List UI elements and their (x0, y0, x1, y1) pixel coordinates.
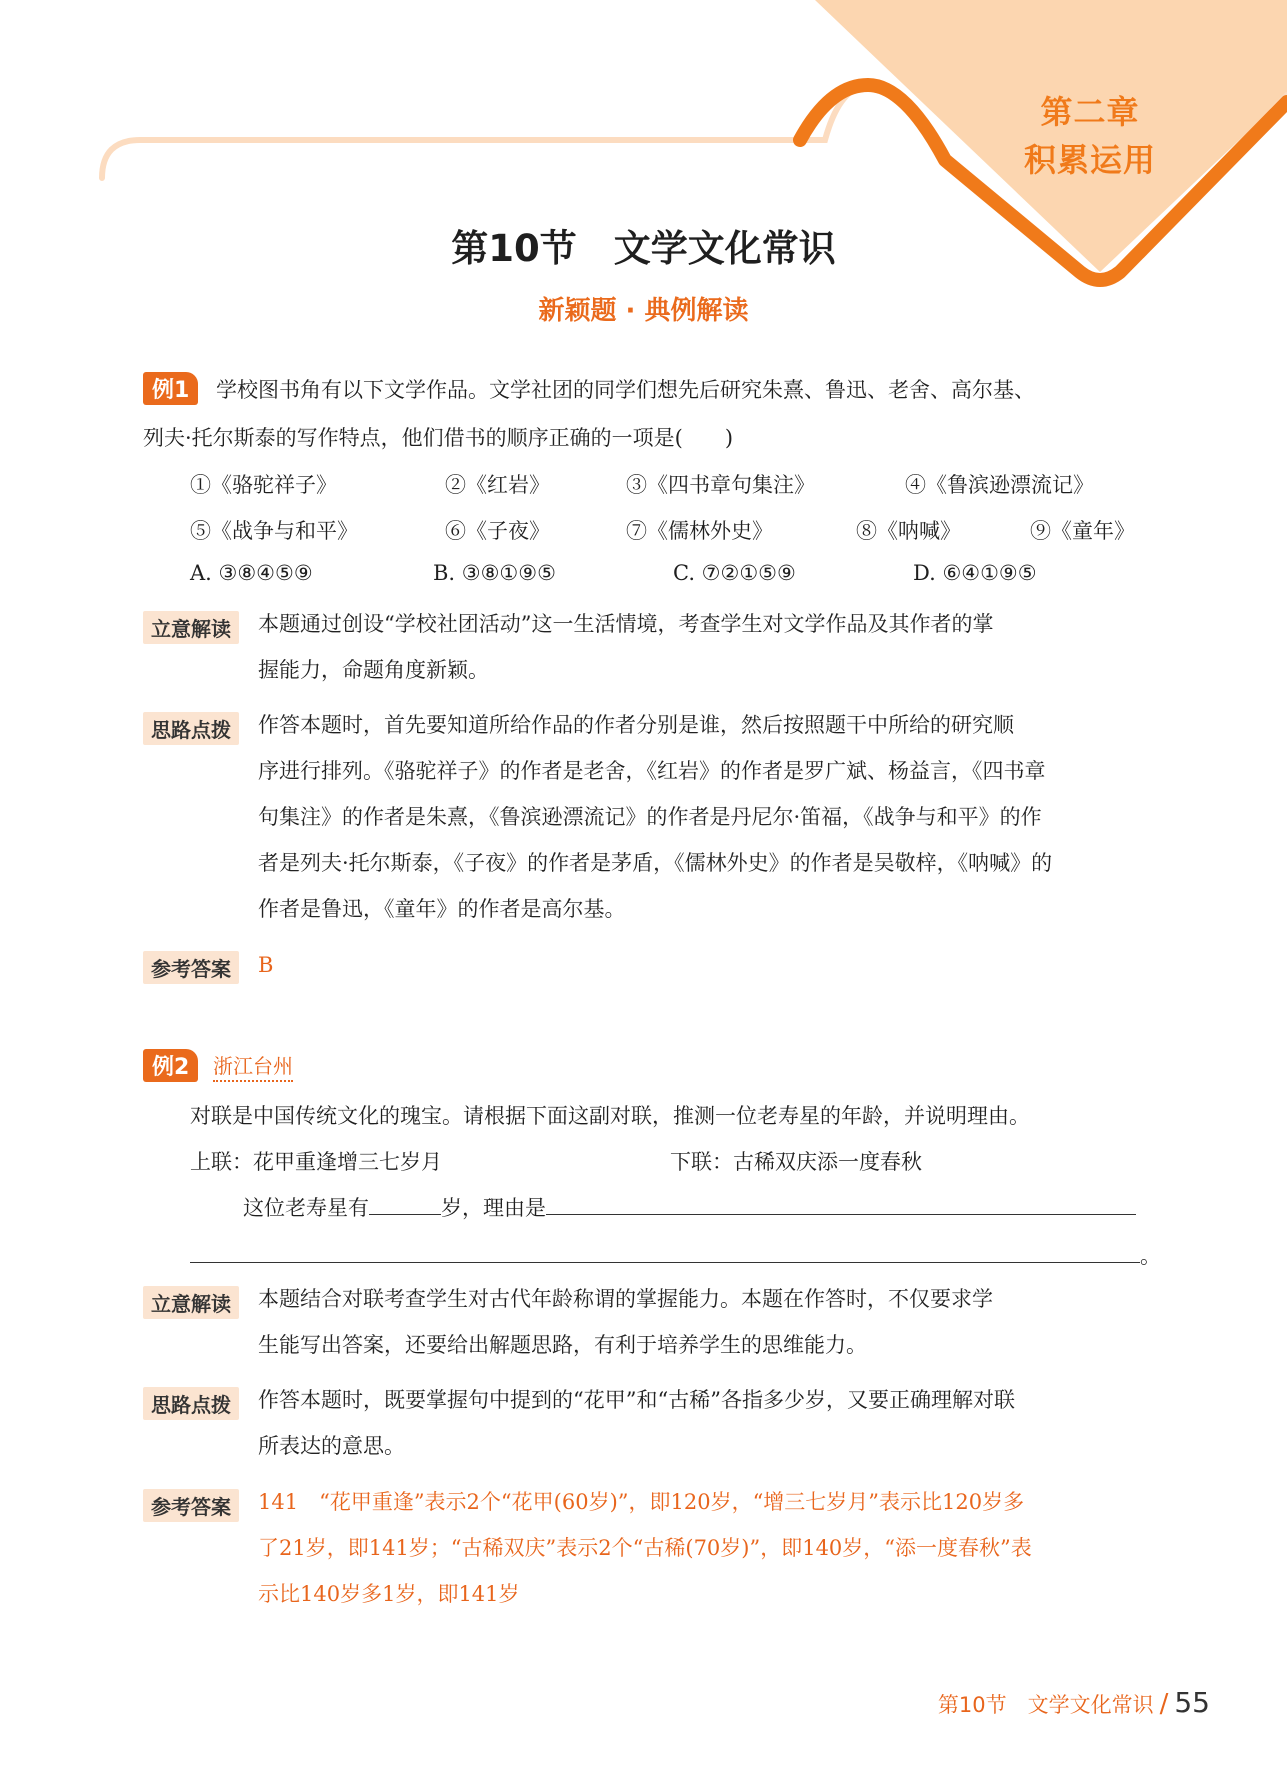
example2-answer-line1: 141 “花甲重逢”表示2个“花甲(60岁)”，即120岁，“增三七岁月”表示比120岁多 (258, 1490, 1025, 1514)
example2-approach-label: 思路点拨 (143, 1387, 239, 1420)
couplet-lower: 下联：古稀双庆添一度春秋 (670, 1150, 922, 1174)
example1-intent-text (258, 601, 993, 693)
example2-answer-line2: 了21岁，即141岁；“古稀双庆”表示2个“古稀(70岁)”，即140岁，“添一度春秋”表 (258, 1536, 1032, 1560)
work-8: ⑧《呐喊》 (856, 519, 961, 543)
option-d: D. ⑥④①⑨⑤ (913, 561, 1037, 585)
chapter-number: 第二章 (1040, 93, 1140, 131)
example2-intent-line1: 本题结合对联考查学生对古代年龄称谓的掌握能力。本题在作答时，不仅要求学 (258, 1287, 993, 1311)
example2-intent-label: 立意解读 (143, 1286, 239, 1319)
example2-intent-line2: 生能写出答案，还要给出解题思路，有利于培养学生的思维能力。 (258, 1333, 867, 1357)
example1-intent-line2: 握能力，命题角度新颖。 (258, 658, 489, 682)
example1-question-line2: 列夫·托尔斯泰的写作特点，他们借书的顺序正确的一项是( ) (143, 426, 734, 450)
fill-prefix: 这位老寿星有 (243, 1196, 369, 1220)
example2-approach-text (258, 1377, 1015, 1469)
example1-intent-label: 立意解读 (143, 611, 239, 644)
section-title: 第10节 文学文化常识 (451, 227, 836, 270)
fill-line-2 (190, 1240, 1161, 1270)
couplet-upper: 上联：花甲重逢增三七岁月 (190, 1150, 442, 1174)
example1-tag: 例1 (143, 372, 198, 405)
example2-intent-text (258, 1276, 993, 1368)
example1-approach-line1: 作答本题时，首先要知道所给作品的作者分别是谁，然后按照题干中所给的研究顺 (258, 713, 1014, 737)
example1-question-line1: 学校图书角有以下文学作品。文学社团的同学们想先后研究朱熹、鲁迅、老舍、高尔基、 (216, 378, 1035, 402)
age-blank[interactable] (369, 1192, 441, 1215)
chapter-label (1010, 88, 1170, 184)
example1-approach-text (258, 702, 1052, 932)
example1-intent-line1: 本题通过创设“学校社团活动”这一生活情境，考查学生对文学作品及其作者的掌 (258, 612, 994, 636)
work-5: ⑤《战争与和平》 (190, 519, 358, 543)
reason-blank-2[interactable] (190, 1240, 1140, 1263)
work-4: ④《鲁滨逊漂流记》 (905, 473, 1094, 497)
example2-approach-line1: 作答本题时，既要掌握句中提到的“花甲”和“古稀”各指多少岁，又要正确理解对联 (258, 1388, 1015, 1412)
example2-answer-label: 参考答案 (143, 1489, 239, 1522)
example1-approach-line2: 序进行排列。《骆驼祥子》的作者是老舍，《红岩》的作者是罗广斌、杨益言，《四书章 (258, 759, 1046, 783)
section-subtitle: 新颖题 · 典例解读 (538, 296, 749, 326)
work-3: ③《四书章句集注》 (626, 473, 815, 497)
example1-approach-line4: 者是列夫·托尔斯泰，《子夜》的作者是茅盾，《儒林外史》的作者是吴敬梓，《呐喊》的 (258, 851, 1053, 875)
example1-approach-label: 思路点拨 (143, 712, 239, 745)
example2-answer-text (258, 1479, 1032, 1617)
fill-middle: 岁，理由是 (441, 1196, 546, 1220)
example1-answer: B (258, 953, 274, 977)
example2-tag: 例2 (143, 1049, 198, 1082)
option-a: A. ③⑧④⑤⑨ (190, 561, 313, 585)
example2-approach-line2: 所表达的意思。 (258, 1434, 405, 1458)
work-6: ⑥《子夜》 (445, 519, 550, 543)
footer-separator: / (1159, 1689, 1169, 1719)
footer-section: 第10节 文学文化常识 (937, 1693, 1154, 1717)
reason-blank-1[interactable] (546, 1192, 1136, 1215)
example2-answer-line3: 示比140岁多1岁，即141岁 (258, 1582, 520, 1606)
fill-end: 。 (1140, 1244, 1161, 1268)
option-c: C. ⑦②①⑤⑨ (673, 561, 796, 585)
work-9: ⑨《童年》 (1030, 519, 1135, 543)
page-number: 55 (1174, 1686, 1210, 1719)
example2-region: 浙江台州 (213, 1050, 293, 1082)
work-7: ⑦《儒林外史》 (626, 519, 773, 543)
fill-line (243, 1192, 1136, 1222)
work-1: ①《骆驼祥子》 (190, 473, 337, 497)
example1-answer-label: 参考答案 (143, 951, 239, 984)
option-b: B. ③⑧①⑨⑤ (433, 561, 556, 585)
example1-approach-line3: 句集注》的作者是朱熹，《鲁滨逊漂流记》的作者是丹尼尔·笛福，《战争与和平》的作 (258, 805, 1042, 829)
work-2: ②《红岩》 (445, 473, 550, 497)
example2-question: 对联是中国传统文化的瑰宝。请根据下面这副对联，推测一位老寿星的年龄，并说明理由。 (190, 1104, 1030, 1128)
chapter-title: 积累运用 (1023, 141, 1156, 179)
example1-approach-line5: 作者是鲁迅，《童年》的作者是高尔基。 (258, 897, 626, 921)
page-footer (920, 1686, 1210, 1719)
